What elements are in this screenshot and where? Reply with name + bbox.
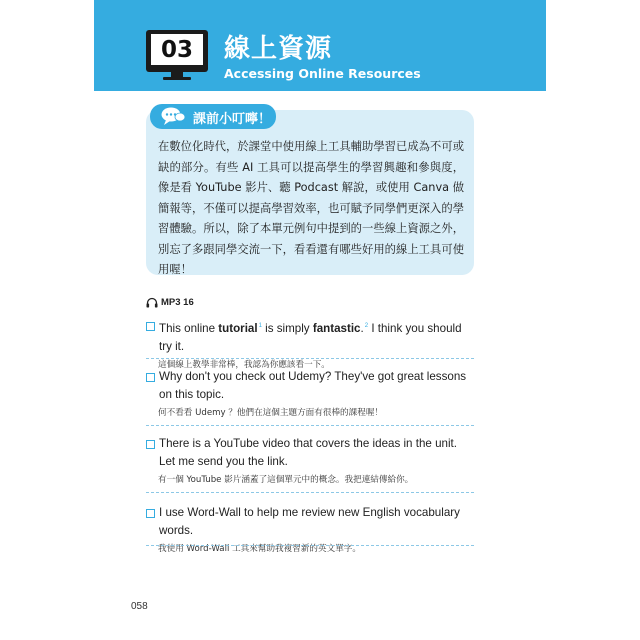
vocab-tutorial: tutorial: [218, 322, 258, 335]
divider: [146, 358, 474, 359]
sentence-en: I use Word-Wall to help me review new English vocabulary words.: [159, 506, 460, 537]
chapter-number: 03: [151, 34, 203, 65]
sentence-en: There is a YouTube video that covers the ideas in the unit. Let me send you the link.: [159, 437, 457, 468]
audio-label: MP3 16: [161, 297, 194, 308]
monitor-base: [163, 77, 191, 80]
page-number: 058: [131, 601, 148, 612]
intro-tab-label: 課前小叮嚀！: [193, 112, 272, 127]
footnote-2: 2: [364, 323, 369, 329]
checkbox[interactable]: [146, 440, 155, 449]
checkbox[interactable]: [146, 373, 155, 382]
chapter-title: 線上資源: [224, 34, 333, 64]
sentence-4: [146, 504, 476, 556]
sentence-2: [146, 368, 476, 420]
intro-text: 在數位化時代，於課堂中使用線上工具輔助學習已成為不可或缺的部分。有些 AI 工具可以提高學生的學習興趣和參與度，像是看 YouTube 影片、聽 Podcast 解說，或使用 Canva 做簡報等，不僅可以提高學習效率，也可賦予同學們更深入的學習體驗。所以，除了本單元例句中提到的一些線上資源之外，別忘了多跟同學交流一下，看看還有哪些好用的線上工具可使用喔！: [158, 140, 464, 276]
sentence-zh: 我使用 Word-Wall 工具來幫助我複習新的英文單字。: [158, 544, 361, 554]
divider: [146, 545, 474, 546]
monitor-icon: [146, 30, 208, 72]
sentence-3: [146, 435, 476, 487]
headphones-icon: [146, 297, 158, 308]
checkbox[interactable]: [146, 322, 155, 331]
sentence-zh: 這個線上教學非常棒，我認為你應該看一下。: [158, 360, 330, 370]
sentence-en: This online tutorial$^1$ is simply fantastic.$^2$ I think you should try it.: [159, 322, 462, 353]
footnote-1: 1: [258, 323, 262, 329]
checkbox[interactable]: [146, 509, 155, 518]
vocab-fantastic: fantastic: [312, 322, 361, 335]
sentence-zh: 有一個 YouTube 影片涵蓋了這個單元中的概念。我把連結傳給你。: [158, 475, 414, 485]
sentence-zh: 何不看看 Udemy ？他們在這個主題方面有很棒的課程喔！: [158, 408, 384, 418]
sentence-en: Why don't you check out Udemy? They've got great lessons on this topic.: [159, 370, 467, 401]
divider: [146, 425, 474, 426]
divider: [146, 492, 474, 493]
speech-bubble-icon: [160, 106, 186, 126]
chapter-subtitle: Accessing Online Resources: [224, 66, 421, 81]
audio-track[interactable]: [146, 297, 194, 308]
sentence-1: [146, 317, 476, 372]
